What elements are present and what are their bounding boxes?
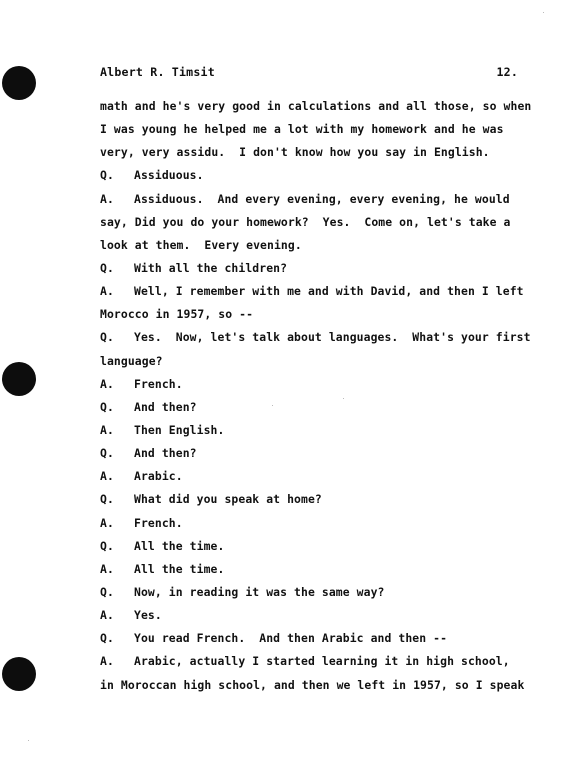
- speaker-label: A.: [100, 654, 114, 669]
- transcript-line: [100, 214, 530, 237]
- line-text: Assiduous. And every evening, every evening, he would: [134, 191, 510, 206]
- speaker-label: A.: [100, 284, 114, 299]
- transcript-line: [100, 399, 530, 422]
- line-text: math and he's very good in calculations and all those, so when: [100, 99, 532, 113]
- line-text: I was young he helped me a lot with my homework and he was: [100, 122, 504, 137]
- speaker-label: A.: [100, 376, 114, 391]
- line-text: And then?: [134, 399, 197, 414]
- line-text: You read French. And then Arabic and then --: [134, 631, 448, 646]
- transcript-line: [100, 306, 530, 329]
- line-text: French.: [134, 515, 183, 530]
- transcript-line: [100, 468, 530, 491]
- speaker-label: Q.: [100, 260, 114, 275]
- line-text: And then?: [134, 446, 197, 461]
- line-text: Arabic, actually I started learning it in high school,: [134, 654, 510, 669]
- speaker-label: Q.: [100, 538, 114, 553]
- line-text: in Moroccan high school, and then we left in 1957, so I speak: [100, 677, 525, 692]
- line-text: language?: [100, 353, 163, 368]
- speaker-label: Q.: [100, 584, 114, 599]
- line-text: What did you speak at home?: [134, 492, 322, 507]
- line-text: Now, in reading it was the same way?: [134, 584, 385, 599]
- transcript-line: [100, 561, 530, 584]
- line-text: very, very assidu. I don't know how you say in English.: [100, 145, 490, 160]
- transcript-line: [100, 677, 530, 700]
- transcript-line: [100, 584, 530, 607]
- line-text: Then English.: [134, 422, 225, 437]
- scan-speck: [272, 405, 273, 406]
- speaker-label: Q.: [100, 330, 114, 345]
- transcript-line: [100, 144, 530, 167]
- speaker-label: A.: [100, 561, 114, 576]
- line-text: look at them. Every evening.: [100, 237, 302, 252]
- transcript-line: [100, 653, 530, 676]
- speaker-label: A.: [100, 422, 114, 437]
- speaker-label: A.: [100, 191, 114, 206]
- speaker-label: A.: [100, 469, 114, 484]
- line-text: Assiduous.: [134, 168, 204, 183]
- punch-hole-top: [2, 66, 36, 100]
- speaker-label: Q.: [100, 492, 114, 507]
- transcript-line: [100, 329, 530, 352]
- transcript-line: [100, 376, 530, 399]
- transcript-line: [100, 260, 530, 283]
- line-text: All the time.: [134, 561, 225, 576]
- speaker-label: Q.: [100, 631, 114, 646]
- line-text: Arabic.: [134, 469, 183, 484]
- speaker-label: Q.: [100, 399, 114, 414]
- scan-speck: [28, 740, 29, 741]
- transcript-line: [100, 422, 530, 445]
- transcript-line: [100, 538, 530, 561]
- speaker-label: Q.: [100, 168, 114, 183]
- speaker-label: A.: [100, 515, 114, 530]
- line-text: Yes. Now, let's talk about languages. What's your first: [134, 330, 531, 345]
- transcript-line: [100, 445, 530, 468]
- line-text: Morocco in 1957, so --: [100, 307, 254, 322]
- speaker-label: Q.: [100, 446, 114, 461]
- speaker-label: A.: [100, 608, 114, 623]
- punch-hole-middle: [2, 362, 36, 396]
- scan-speck: [343, 398, 344, 399]
- transcript-line: [100, 630, 530, 653]
- line-text: say, Did you do your homework? Yes. Come on, let's take a: [100, 214, 511, 229]
- scan-speck: [543, 12, 544, 13]
- line-text: French.: [134, 376, 183, 391]
- punch-hole-bottom: [2, 657, 36, 691]
- transcript-line: [100, 607, 530, 630]
- line-text: Yes.: [134, 608, 162, 623]
- transcript-body: [100, 98, 530, 700]
- header-name: Albert R. Timsit: [100, 65, 215, 79]
- line-text: With all the children?: [134, 260, 288, 275]
- transcript-line: [100, 515, 530, 538]
- page-header: [100, 65, 518, 79]
- line-text: Well, I remember with me and with David, and then I left: [134, 284, 524, 299]
- line-text: All the time.: [134, 538, 225, 553]
- transcript-line: [100, 283, 530, 306]
- transcript-line: [100, 121, 530, 144]
- transcript-line: [100, 98, 530, 121]
- transcript-line: [100, 237, 530, 260]
- transcript-line: [100, 191, 530, 214]
- transcript-line: [100, 353, 530, 376]
- page-number: 12.: [496, 65, 518, 79]
- transcript-line: [100, 491, 530, 514]
- transcript-line: [100, 167, 530, 190]
